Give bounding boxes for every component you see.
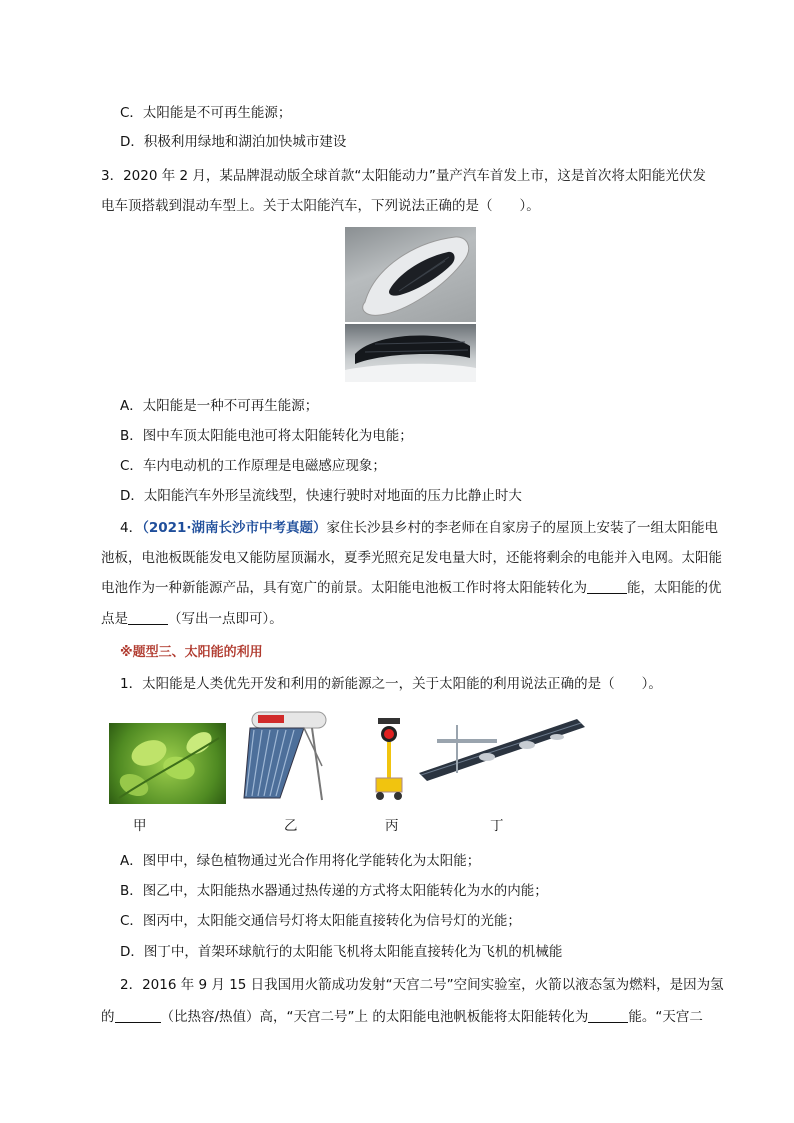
question-4-line3-text: 电池作为一种新能源产品，具有宽广的前景。太阳能电池板工作时将太阳能转化为 — [101, 580, 587, 596]
question-4-number: 4． — [120, 520, 143, 536]
question-4-line1 — [120, 518, 718, 538]
answer-blank-2[interactable] — [128, 610, 168, 625]
question-4-line4 — [101, 609, 283, 629]
q3-option-d: D．太阳能汽车外形呈流线型，快速行驶时对地面的压力比静止时大 — [120, 488, 522, 504]
question-4-line4-text-b: （写出一点即可）。 — [168, 611, 283, 627]
answer-blank-3[interactable] — [115, 1008, 161, 1023]
question-3-stem-line2: 电车顶搭载到混动车型上。关于太阳能汽车，下列说法正确的是（ ）。 — [101, 198, 540, 214]
s3q1-option-b: B．图乙中，太阳能热水器通过热传递的方式将太阳能转化为水的内能； — [120, 883, 548, 899]
question-3-stem-line1: 3．2020 年 2 月，某品牌混动版全球首款“太阳能动力”量产汽车首发上市，这是首次将太阳能光伏发 — [101, 168, 706, 184]
solar-traffic-light-image — [370, 716, 408, 804]
section3-q1-stem: 1．太阳能是人类优先开发和利用的新能源之一，关于太阳能的利用说法正确的是（ ）。 — [120, 676, 662, 692]
answer-blank-4[interactable] — [588, 1008, 628, 1023]
q3-option-b: B．图中车顶太阳能电池可将太阳能转化为电能； — [120, 428, 413, 444]
option-d: D．积极利用绿地和湖泊加快城市建设 — [120, 134, 347, 150]
s3q2-text-b: （比热容/热值）高，“天宫二号”上 的太阳能电池帆板能将太阳能转化为 — [160, 1009, 589, 1025]
s3q1-option-a: A．图甲中，绿色植物通过光合作用将化学能转化为太阳能； — [120, 853, 481, 869]
s3q2-text-c: 能。“天宫二 — [628, 1009, 703, 1025]
s3q2-text-a: 的 — [101, 1009, 115, 1025]
solar-water-heater-image — [242, 706, 334, 804]
option-c: C．太阳能是不可再生能源； — [120, 105, 292, 121]
caption-ding: 丁 — [490, 818, 504, 834]
section3-q2-line1: 2．2016 年 9 月 15 日我国用火箭成功发射“天宫二号”空间实验室，火箭以液态氢为燃料，是因为氢 — [120, 977, 724, 993]
car-top-view-image — [345, 227, 476, 322]
question-4-source: （2021·湖南长沙市中考真题） — [142, 520, 327, 536]
solar-airplane-image — [417, 717, 585, 788]
caption-jia: 甲 — [133, 818, 147, 834]
section-heading: ※题型三、太阳能的利用 — [120, 645, 263, 660]
question-4-line3 — [101, 578, 722, 598]
s3q1-option-c: C．图丙中，太阳能交通信号灯将太阳能直接转化为信号灯的光能； — [120, 913, 521, 929]
caption-bing: 丙 — [385, 818, 399, 834]
section3-q2-line2 — [101, 1007, 703, 1027]
car-roof-solar-panel-image — [345, 324, 476, 382]
q3-option-c: C．车内电动机的工作原理是电磁感应现象； — [120, 458, 386, 474]
question-4-line4-text: 点是 — [101, 611, 128, 627]
caption-yi: 乙 — [284, 818, 298, 834]
answer-blank-1[interactable] — [587, 579, 627, 594]
green-leaves-image — [109, 723, 226, 804]
question-4-line3-text-b: 能，太阳能的优 — [627, 580, 722, 596]
s3q1-option-d: D．图丁中，首架环球航行的太阳能飞机将太阳能直接转化为飞机的机械能 — [120, 944, 563, 960]
question-4-line2: 池板，电池板既能发电又能防屋顶漏水，夏季光照充足发电量大时，还能将剩余的电能并入电网。太阳能 — [101, 550, 722, 566]
q3-option-a: A．太阳能是一种不可再生能源； — [120, 398, 319, 414]
question-4-text: 家住长沙县乡村的李老师在自家房子的屋顶上安装了一组太阳能电 — [326, 520, 719, 536]
